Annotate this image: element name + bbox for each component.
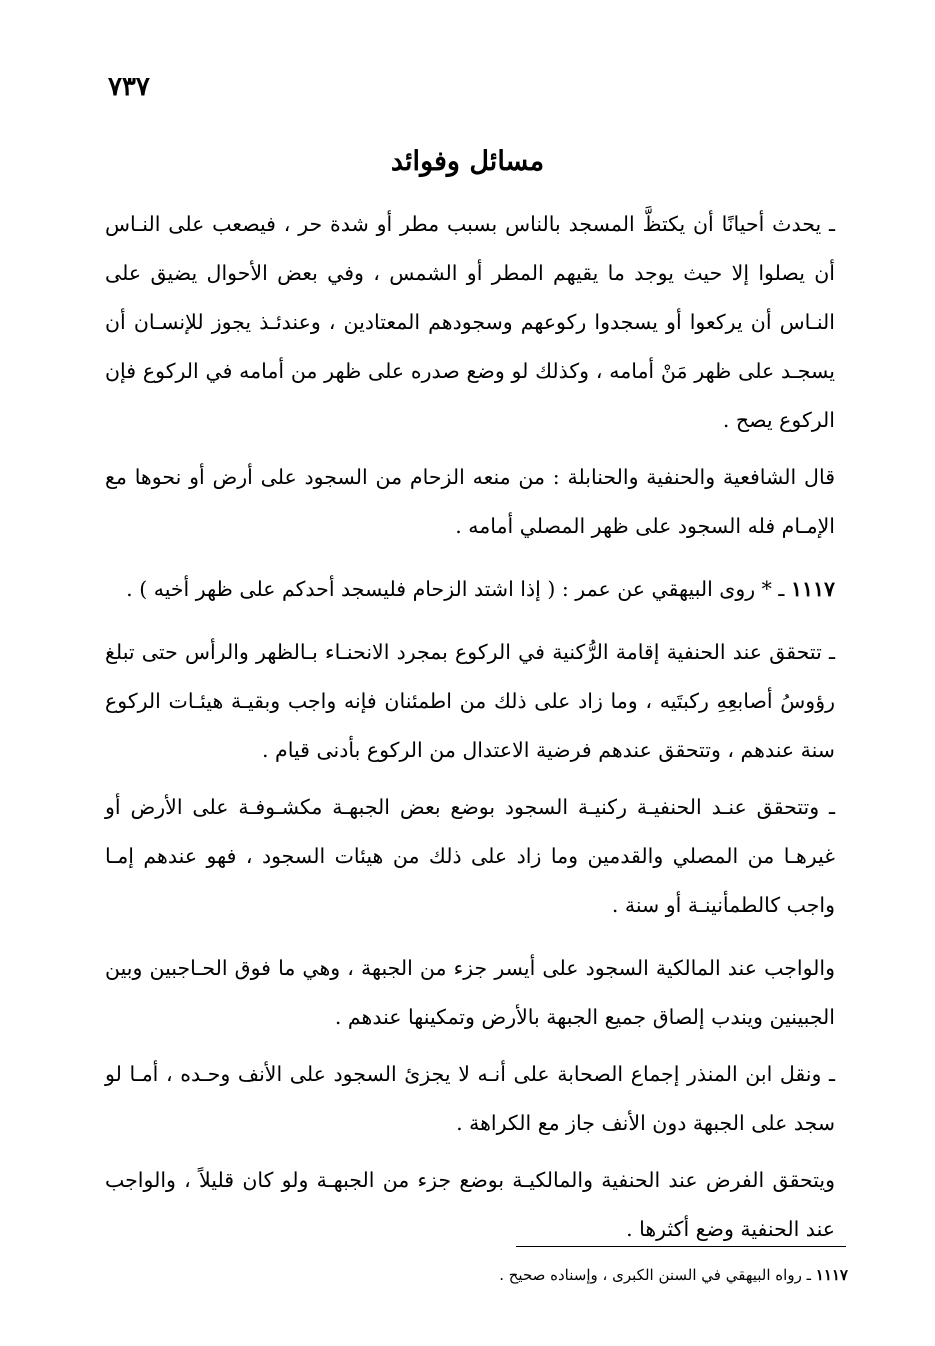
paragraph-crowding: ـ يحدث أحيانًا أن يكتظَّ المسجد بالناس بسبب مطر أو شدة حر ، فيصعب على النـاس أن يصلوا إلا حيث يوجد ما يقيهم المطر أو الشمس ، وفي بعض الأحوال يضيق على النـاس أن يركعوا أو يسجدوا ركوعهم وسجودهم المعتادين ، وعندئـذ يجوز للإنسـان أن يسجـد على ظهر مَنْ أمامه ، وكذلك لو وضع صدره على ظهر من أمامه في الركوع فإن الركوع يصح . — [105, 212, 835, 432]
footnote-number: ١١١٧ — [815, 1266, 848, 1284]
hadith-1117 — [105, 565, 835, 614]
footnote — [300, 1263, 848, 1287]
section-heading: مسائل وفوائد — [390, 146, 545, 177]
body-text — [105, 200, 835, 1254]
paragraph-sujud-maliki: والواجب عند المالكية السجود على أيسر جزء من الجبهة ، وهي ما فوق الحـاجبين وبين الجبينين ويندب إلصاق جميع الجبهة بالأرض وتمكينها عندهم . — [105, 956, 835, 1029]
footnote-separator — [516, 1246, 846, 1247]
hadith-text: ـ * روى البيهقي عن عمر : ( إذا اشتد الزحام فليسجد أحدكم على ظهر أخيه ) . — [126, 577, 785, 601]
paragraph-ibn-mundhir: ـ ونقل ابن المنذر إجماع الصحابة على أنـه لا يجزئ السجود على الأنف وحـده ، أمـا لو سجد على الجبهة دون الأنف جاز مع الكراهة . — [105, 1062, 835, 1135]
page-number: ٧٣٧ — [108, 72, 150, 102]
hadith-number: ١١١٧ — [790, 577, 835, 601]
paragraph-madhhab-opinion: قال الشافعية والحنفية والحنابلة : من منعه الزحام من السجود على أرض أو نحوها مع الإمـام فله السجود على ظهر المصلي أمامه . — [105, 465, 835, 538]
paragraph-sujud-hanafi: ـ وتتحقق عنـد الحنفيـة ركنيـة السجود بوضع بعض الجبهـة مكشـوفـة على الأرض أو غيرهـا من المصلي والقدمين وما زاد على ذلك من هيئات السجود ، فهو عندهم إمـا واجب كالطمأنينـة أو سنة . — [105, 795, 835, 917]
footnote-text: ـ رواه البيهقي في السنن الكبرى ، وإسناده صحيح . — [499, 1266, 811, 1284]
paragraph-ruku-hanafi: ـ تتحقق عند الحنفية إقامة الرُّكنية في الركوع بمجرد الانحنـاء بـالظهر والرأس حتى تبلغ رؤوسُ أصابعِهِ ركبتَيه ، وما زاد على ذلك من اطمئنان فإنه واجب وبقيـة هيئـات الركوع سنة عندهم ، وتتحقق عندهم فرضية الاعتدال من الركوع بأدنى قيام . — [105, 640, 835, 762]
paragraph-fard-sujud: ويتحقق الفرض عند الحنفية والمالكيـة بوضع جزء من الجبهـة ولو كان قليلاً ، والواجب عند الحنفية وضع أكثرها . — [105, 1168, 835, 1241]
